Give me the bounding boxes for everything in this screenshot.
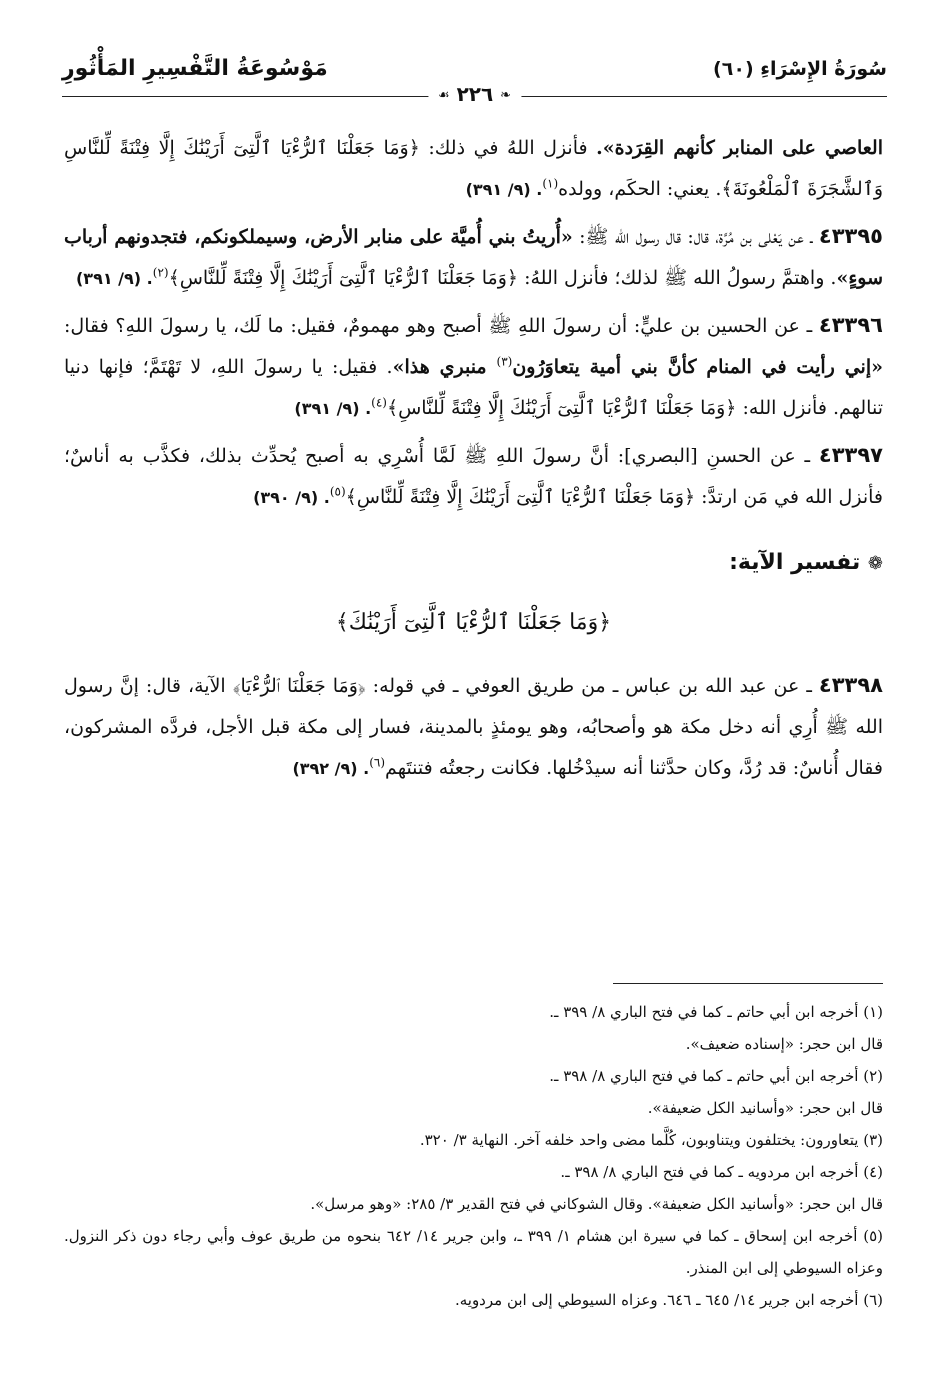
quran-quote: ﴿وَمَا جَعَلْنَا ٱلرُّءْيَا﴾ <box>232 675 366 697</box>
ornament-right-icon: ❧ <box>500 88 512 103</box>
text: . فقيل: يا رسولَ اللهِ، لا تَهْتَمَّ؛ فإنها دنيا تنالهم. فأنزل الله: <box>64 356 883 419</box>
footnote-marker[interactable]: (٣) <box>496 354 513 369</box>
text: الآية، قال: إنَّ رسول الله ﷺ أُرِي أنه دخل مكة هو وأصحابُه، وهو يومئذٍ بالمدينة، فسار إلى مكة قبل الأجل، فردَّه المشركون، فقال أُناسٌ: قد رُدَّ، وكان حدَّثنا أنه سيدْخُلها. فكانت رجعتُه فتنتَهم <box>64 675 883 779</box>
footnote: قال ابن حجر: «وأسانيد الكل ضعيفة». <box>647 1099 883 1117</box>
hadith-number: ٤٣٣٩٦ <box>818 313 883 337</box>
footnote-marker[interactable]: (٤) <box>371 395 387 410</box>
footnote-marker[interactable]: (٥) <box>329 484 346 499</box>
footnotes <box>64 996 883 1316</box>
running-header <box>62 56 887 112</box>
hadith-number: ٤٣٣٩٥ <box>818 224 883 248</box>
paragraph-1 <box>64 128 883 210</box>
text: فأنزل اللهُ في ذلك: <box>419 137 597 159</box>
hadith-text: «أُريتُ بني أُميَّة على منابر الأرض، وسيملكونكم، فتجدونهم أرباب سوءٍ» <box>64 226 883 289</box>
footnote: (٤) أخرجه ابن مردويه ـ كما في فتح الباري ٨/ ٣٩٨ ـ. <box>560 1163 883 1181</box>
section-heading <box>64 548 883 579</box>
paragraph-2 <box>64 216 883 299</box>
footnote: (١) أخرجه ابن أبي حاتم ـ كما في فتح الباري ٨/ ٣٩٩ ـ. <box>549 1003 883 1021</box>
footnote: (٢) أخرجه ابن أبي حاتم ـ كما في فتح الباري ٨/ ٣٩٨ ـ. <box>549 1067 883 1085</box>
quran-quote: ﴿وَمَا جَعَلْنَا ٱلرُّءْيَا ٱلَّتِىٓ أَرَيْنَٰكَ إِلَّا فِتْنَةً لِّلنَّاسِ﴾ <box>345 486 696 508</box>
quran-quote: ﴿وَمَا جَعَلْنَا ٱلرُّءْيَا ٱلَّتِىٓ أَرَيْنَٰكَ إِلَّا فِتْنَةً لِّلنَّاسِ﴾ <box>168 267 519 289</box>
volume-reference: . (٩/ ٣٩٢) <box>292 759 370 778</box>
quran-quote: ﴿وَمَا جَعَلْنَا ٱلرُّءْيَا ٱلَّتِىٓ أَرَيْنَٰكَ إِلَّا فِتْنَةً لِّلنَّاسِ وَٱلشَّجَرَةَ ٱلْمَلْعُونَةَ﴾ <box>64 137 883 200</box>
footnote: (٣) يتعاورون: يختلفون ويتناوبون، كُلَّما مضى واحد خلفه آخر. النهاية ٣/ ٣٢٠. <box>419 1131 883 1149</box>
text: ـ عن الحسين بن عليٍّ: أن رسولَ اللهِ ﷺ أصبح وهو مهمومٌ، فقيل: ما لَك، يا رسولَ اللهِ؟ فقال: <box>64 315 819 337</box>
text: ـ عن الحسنِ [البصري]: أنَّ رسولَ اللهِ ﷺ لَمَّا أُسْرِي به أصبح يُحدِّث بذلك، فكذَّب به أناسٌ؛ فأنزل الله في مَن ارتدَّ: <box>64 445 883 508</box>
footnote-separator <box>613 983 883 984</box>
text: . واهتمَّ رسولُ الله ﷺ لذلك؛ فأنزل اللهُ: <box>518 267 837 289</box>
hadith-text: «إني رأيت في المنام كأنَّ بني أمية يتعاوَرُون <box>512 356 883 378</box>
volume-reference: . (٩/ ٣٩٠) <box>253 488 330 507</box>
ornament-left-icon: ☙ <box>437 88 450 103</box>
surah-title: سُورَةُ الإِسْرَاءِ (٦٠) <box>713 58 887 80</box>
footnote: (٦) أخرجه ابن جرير ١٤/ ٦٤٥ ـ ٦٤٦. وعزاه السيوطي إلى ابن مردويه. <box>454 1291 883 1309</box>
volume-reference: . (٩/ ٣٩١) <box>294 399 372 418</box>
footnote: قال ابن حجر: «وأسانيد الكل ضعيفة». وقال الشوكاني في فتح القدير ٣/ ٢٨٥: «وهو مرسل». <box>310 1195 883 1213</box>
paragraph-4 <box>64 435 883 518</box>
footnote: (٥) أخرجه ابن إسحاق ـ كما في سيرة ابن هشام ١/ ٣٩٩ ـ، وابن جرير ١٤/ ٦٤٢ بنحوه من طريق عوف وأبي رجاء دون ذكر النزول. وعزاه السيوطي إلى ابن المنذر. <box>64 1227 884 1277</box>
volume-reference: . (٩/ ٣٩١) <box>465 180 543 199</box>
hadith-text: منبري هذا» <box>392 356 497 378</box>
hadith-number: ٤٣٣٩٧ <box>818 443 883 467</box>
paragraph-5 <box>64 665 883 789</box>
flower-icon: ❁ <box>867 553 883 574</box>
hadith-continuation: العاصي على المنابر كأنهم القِرَدة». <box>596 137 884 159</box>
quran-quote: ﴿وَمَا جَعَلْنَا ٱلرُّءْيَا ٱلَّتِىٓ أَرَيْنَٰكَ إِلَّا فِتْنَةً لِّلنَّاسِ﴾ <box>386 397 737 419</box>
text: ـ عن يَعْلى بن مُرَّة، قال: قال رسول الله ﷺ: <box>572 226 819 248</box>
paragraph-3 <box>64 305 883 429</box>
volume-reference: . (٩/ ٣٩١) <box>75 269 153 288</box>
hadith-number: ٤٣٣٩٨ <box>818 673 883 697</box>
page-number-block <box>428 82 521 106</box>
verse-heading: ﴿وَمَا جَعَلْنَا ٱلرُّءْيَا ٱلَّتِىٓ أَرَيْنَٰكَ﴾ <box>335 610 612 635</box>
footnote-marker[interactable]: (٢) <box>152 265 169 280</box>
main-text <box>64 128 883 795</box>
text: . يعني: الحكَم، وولده <box>558 178 722 200</box>
page-number: ٢٢٦ <box>456 82 494 106</box>
text: ـ عن عبد الله بن عباس ـ من طريق العوفي ـ في قوله: <box>365 675 819 697</box>
book-title: مَوْسُوعَةُ التَّفْسِيرِ المَأْثُورِ <box>62 56 328 81</box>
section-title: تفسير الآية: <box>729 550 861 575</box>
footnote-marker[interactable]: (٦) <box>369 755 386 770</box>
footnote: قال ابن حجر: «إسناده ضعيف». <box>685 1035 883 1053</box>
footnote-marker[interactable]: (١) <box>542 176 559 191</box>
